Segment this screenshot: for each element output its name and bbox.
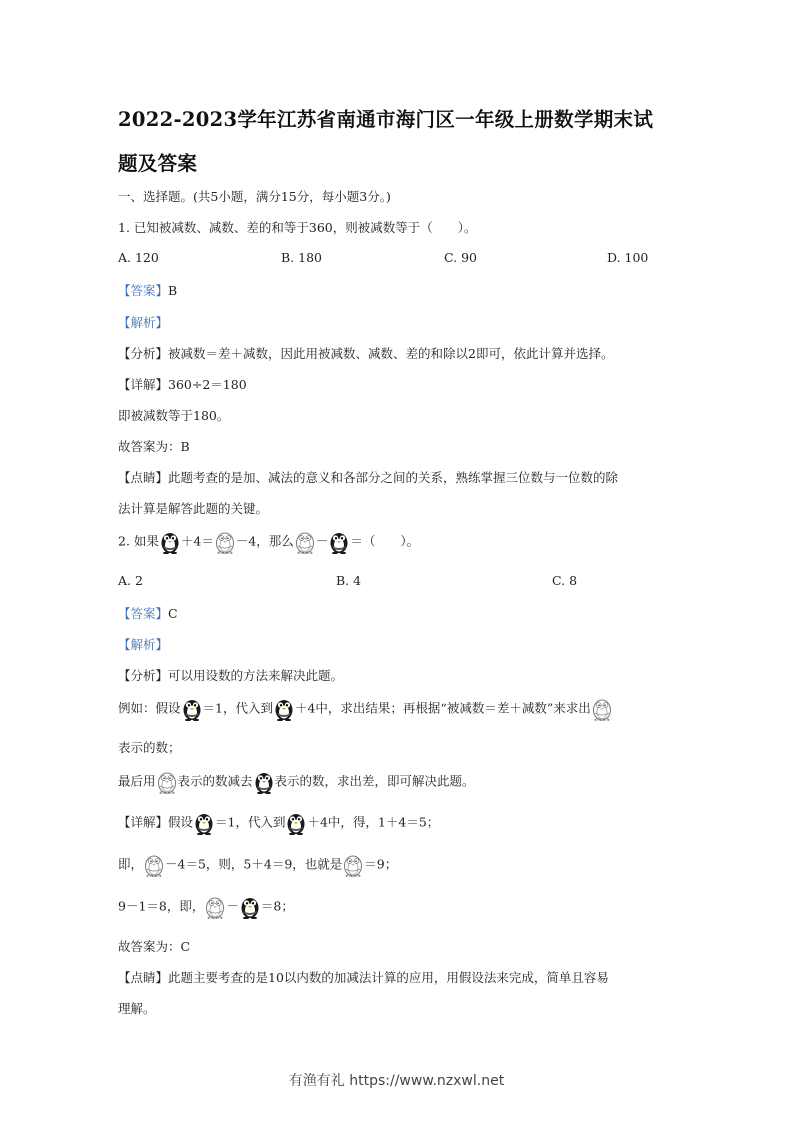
q2-example-text: 例如：假设 — [118, 700, 181, 716]
q2-ji-text: －4＝5，则，5＋4＝9，也就是 — [165, 856, 343, 872]
penguin-light-icon — [143, 853, 165, 877]
footer-watermark: 有渔有礼 https://www.nzxwl.net — [288, 1073, 505, 1089]
q1-dianjing — [118, 468, 618, 486]
q2-example — [118, 697, 613, 721]
q1-option-b: B. 180 — [281, 250, 322, 265]
q2-dianjing — [118, 968, 609, 986]
penguin-dark-icon — [193, 811, 215, 835]
xiangjie-text: 360÷2＝180 — [168, 377, 247, 392]
fenxi-text: 被减数＝差＋减数，因此用被减数、减数、差的和除以2即可，依此计算并选择。 — [168, 346, 614, 361]
fenxi-text: 可以用设数的方法来解决此题。 — [168, 668, 344, 683]
penguin-dark-icon — [239, 895, 261, 919]
q2-answer — [118, 604, 178, 622]
penguin-dark-icon — [159, 530, 181, 554]
q2-example-text: ＝1，代入到 — [202, 700, 273, 716]
q2-xiangjie-text: ＝1，代入到 — [215, 814, 286, 830]
q1-stem: 1. 已知被减数、减数、差的和等于360，则被减数等于（ ）。 — [118, 220, 477, 235]
q2-result — [118, 895, 294, 919]
penguin-dark-icon — [273, 697, 295, 721]
q1-final: 故答案为：B — [118, 439, 190, 454]
q2-result-text: ＝8； — [260, 898, 294, 914]
q2-stem-text: ＝（ ）。 — [350, 533, 420, 549]
q1-answer — [118, 281, 177, 299]
q2-option-b: B. 4 — [336, 573, 362, 588]
penguin-dark-icon — [328, 530, 350, 554]
q2-stem-text: 2. 如果 — [118, 533, 159, 549]
q2-xiangjie-text: 假设 — [168, 814, 194, 830]
q2-stem-text: －4，那么 — [235, 533, 294, 549]
q1-analysis-tag: 【解析】 — [118, 315, 169, 330]
q2-last-text: 表示的数减去 — [177, 773, 253, 789]
q2-fenxi — [118, 666, 343, 684]
answer-value: C — [168, 606, 178, 621]
q2-ji-text: 即， — [118, 856, 144, 872]
penguin-light-icon — [342, 853, 364, 877]
penguin-light-icon — [591, 697, 613, 721]
q2-example-text: ＋4中，求出结果；再根据“被减数＝差＋减数”来求出 — [294, 700, 591, 716]
dianjing-tag: 【点睛】 — [118, 470, 169, 485]
penguin-light-icon — [214, 530, 236, 554]
penguin-dark-icon — [253, 770, 275, 794]
q2-xiangjie-text: ＋4中，得，1＋4＝5； — [307, 814, 440, 830]
section-heading: 一、选择题。(共5小题，满分15分，每小题3分。) — [118, 189, 391, 204]
q2-last — [118, 770, 475, 794]
q2-result-text: － — [226, 898, 239, 914]
q2-analysis-tag: 【解析】 — [118, 637, 169, 652]
xiangjie-tag: 【详解】 — [118, 814, 169, 830]
xiangjie-tag: 【详解】 — [118, 377, 169, 392]
q2-dianjing-cont: 理解。 — [118, 1001, 156, 1016]
answer-tag: 【答案】 — [118, 606, 169, 621]
answer-tag: 【答案】 — [118, 283, 169, 298]
dianjing-text: 此题主要考查的是10以内数的加减法计算的应用，用假设法来完成，简单且容易 — [168, 970, 609, 985]
dianjing-text: 此题考查的是加、减法的意义和各部分之间的关系，熟练掌握三位数与一位数的除 — [168, 470, 619, 485]
penguin-dark-icon — [181, 697, 203, 721]
q2-last-text: 最后用 — [118, 773, 156, 789]
q1-xiangjie — [118, 375, 247, 393]
q2-xiangjie — [118, 811, 439, 835]
q2-final: 故答案为：C — [118, 939, 191, 954]
q2-ji — [118, 853, 397, 877]
answer-value: B — [168, 283, 178, 298]
q2-option-a: A. 2 — [118, 573, 143, 588]
penguin-light-icon — [294, 530, 316, 554]
penguin-light-icon — [156, 770, 178, 794]
page-title-line1: 2022-2023学年江苏省南通市海门区一年级上册数学期末试 — [118, 108, 654, 131]
q1-option-c: C. 90 — [444, 250, 477, 265]
fenxi-tag: 【分析】 — [118, 346, 169, 361]
q1-line2: 即被减数等于180。 — [118, 408, 230, 423]
dianjing-tag: 【点睛】 — [118, 970, 169, 985]
q1-option-a: A. 120 — [118, 250, 159, 265]
q2-last-text: 表示的数，求出差，即可解决此题。 — [274, 773, 475, 789]
page-title-line2: 题及答案 — [118, 152, 198, 175]
q1-option-d: D. 100 — [607, 250, 649, 265]
q1-fenxi — [118, 344, 613, 362]
q2-ji-text: ＝9； — [364, 856, 398, 872]
fenxi-tag: 【分析】 — [118, 668, 169, 683]
penguin-dark-icon — [285, 811, 307, 835]
penguin-light-icon — [204, 895, 226, 919]
q2-stem — [118, 530, 419, 554]
q2-example-cont: 表示的数； — [118, 740, 181, 755]
q1-dianjing-cont: 法计算是解答此题的关键。 — [118, 501, 269, 516]
q2-result-text: 9－1＝8，即， — [118, 898, 205, 914]
q2-stem-text: ＋4＝ — [180, 533, 214, 549]
q2-option-c: C. 8 — [552, 573, 578, 588]
q2-stem-text: － — [315, 533, 329, 549]
